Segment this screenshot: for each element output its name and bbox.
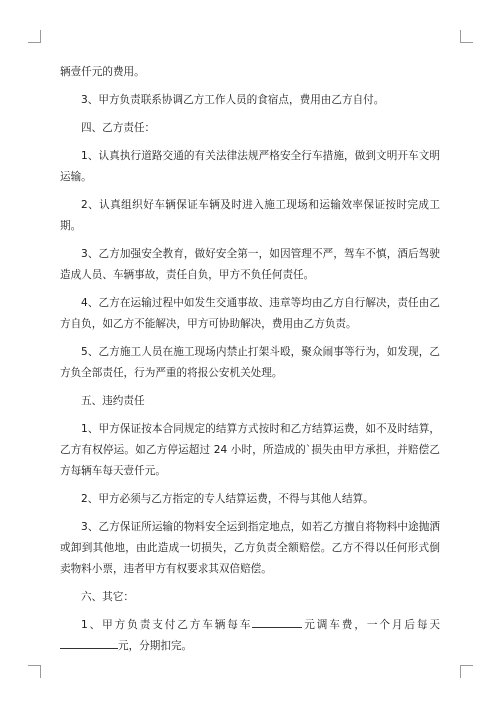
paragraph: 3、乙方加强安全教育，做好安全第一，如因管理不严，驾车不慎，酒后驾驶造成人员、车辆事故，责任自负，甲方不负任何责任。: [60, 248, 440, 281]
paragraph: 2、认真组织好车辆保证车辆及时进入施工现场和运输效率保证按时完成工期。: [60, 199, 440, 232]
paragraph: 1、甲方保证按本合同规定的结算方式按时和乙方结算运费，如不及时结算，乙方有权停运。如乙方停运超过 24 小时，所造成的`损失由甲方承担，并赔偿乙方每辆车每天壹仟元。: [60, 423, 440, 477]
paragraph: 3、甲方负责联系协调乙方工作人员的食宿点，费用由乙方自付。: [81, 94, 385, 106]
fill-in-blank: [252, 615, 302, 628]
section-heading: 六、其它：: [81, 591, 134, 603]
paragraph-with-blanks: [60, 615, 440, 657]
fill-in-blank: [60, 636, 118, 649]
paragraph: 5、乙方施工人员在施工现场内禁止打架斗殴，聚众闹事等行为，如发现，乙方负全部责任，行为严重的将报公安机关处理。: [60, 346, 440, 379]
paragraph: 辆壹仟元的费用。: [60, 66, 145, 78]
paragraph: 4、乙方在运输过程中如发生交通事故、违章等均由乙方自行解决，责任由乙方自负，如乙方不能解决，甲方可协助解决，费用由乙方负责。: [60, 297, 440, 330]
document-body: [60, 62, 440, 664]
section-heading: 四、乙方责任：: [81, 122, 156, 134]
crop-mark-bottom-left: [28, 665, 41, 678]
text-segment: 元，分期扣完。: [118, 640, 193, 652]
crop-mark-top-right: [460, 30, 473, 43]
text-segment: 1、甲方负责支付乙方车辆每车: [81, 619, 253, 631]
crop-mark-top-left: [28, 30, 41, 43]
paragraph: 2、甲方必须与乙方指定的专人结算运费，不得与其他人结算。: [81, 493, 374, 505]
text-segment: 元调车费，一个月后每天: [302, 619, 440, 631]
paragraph: 3、乙方保证所运输的物料安全运到指定地点，如若乙方擅自将物料中途抛洒或卸到其他地，由此造成一切损失，乙方负责全额赔偿。乙方不得以任何形式倒卖物料小票，违者甲方有权要求其双倍赔偿。: [60, 521, 440, 575]
paragraph: 1、认真执行道路交通的有关法律法规严格安全行车措施，做到文明开车文明运输。: [60, 150, 440, 183]
crop-mark-bottom-right: [460, 665, 473, 678]
section-heading: 五、违约责任: [81, 395, 145, 407]
